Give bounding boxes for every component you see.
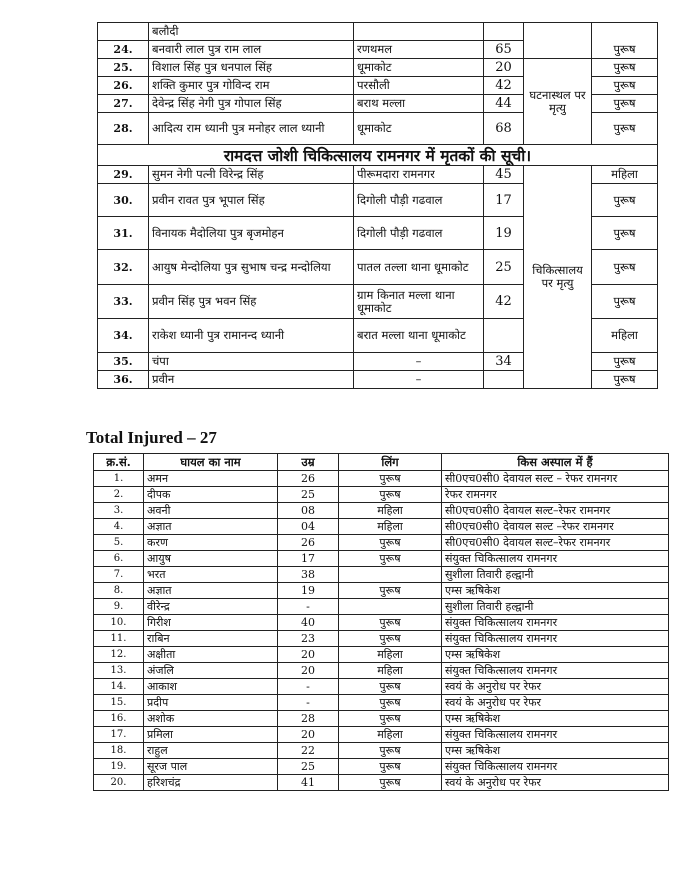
hospital-cell: सी0एच0सी0 देवायल सल्ट–रेफर रामनगर	[442, 535, 669, 551]
deceased-name: देवेन्द्र सिंह नेगी पुत्र गोपाल सिंह	[149, 95, 354, 113]
injured-name: प्रमिला	[144, 727, 278, 743]
age-cell: 65	[484, 41, 524, 59]
row-number: 28.	[98, 113, 149, 145]
gender-cell: पुरूष	[339, 759, 442, 775]
table-row	[94, 663, 669, 679]
hospital-cell: एम्स ऋषिकेश	[442, 711, 669, 727]
gender-cell: पुरूष	[592, 41, 658, 59]
row-number: 11.	[94, 631, 144, 647]
table-row	[98, 166, 658, 184]
injured-name: अंजलि	[144, 663, 278, 679]
gender-cell: पुरूष	[339, 535, 442, 551]
injured-name: भरत	[144, 567, 278, 583]
deceased-name: प्रवीन रावत पुत्र भूपाल सिंह	[149, 184, 354, 217]
row-number: 15.	[94, 695, 144, 711]
table-row	[94, 519, 669, 535]
hospital-list-heading: रामदत्त जोशी चिकित्सालय रामनगर में मृतकों की सूची।	[98, 145, 658, 166]
table-row	[94, 679, 669, 695]
table-row	[94, 615, 669, 631]
age-cell: 42	[484, 77, 524, 95]
gender-cell: पुरूष	[339, 615, 442, 631]
header-hospital: किस अस्पाल में हैं	[442, 454, 669, 471]
injured-name: हरिशचंद्र	[144, 775, 278, 791]
row-number: 16.	[94, 711, 144, 727]
age-cell: 26	[278, 535, 339, 551]
row-number: 14.	[94, 679, 144, 695]
table-row	[94, 471, 669, 487]
age-cell: 26	[278, 471, 339, 487]
place-cell: –	[354, 353, 484, 371]
hospital-cell: एम्स ऋषिकेश	[442, 647, 669, 663]
age-cell	[484, 319, 524, 353]
age-cell: 28	[278, 711, 339, 727]
gender-cell: पुरूष	[339, 711, 442, 727]
row-number: 4.	[94, 519, 144, 535]
table-row	[94, 695, 669, 711]
table-row	[94, 535, 669, 551]
age-cell: 19	[278, 583, 339, 599]
gender-cell: महिला	[339, 647, 442, 663]
gender-cell: पुरूष	[592, 184, 658, 217]
injured-name: गिरीश	[144, 615, 278, 631]
injured-name: आकाश	[144, 679, 278, 695]
gender-cell: महिला	[339, 727, 442, 743]
hospital-cell: संयुक्त चिकित्सालय रामनगर	[442, 615, 669, 631]
gender-cell: पुरूष	[339, 775, 442, 791]
age-cell: 45	[484, 166, 524, 184]
table-row	[98, 23, 658, 41]
hospital-cell: स्वयं के अनुरोध पर रेफर	[442, 679, 669, 695]
deceased-name: आदित्य राम ध्यानी पुत्र मनोहर लाल ध्यानी	[149, 113, 354, 145]
deceased-name: बनवारी लाल पुत्र राम लाल	[149, 41, 354, 59]
place-cell: पातल तल्ला थाना धूमाकोट	[354, 250, 484, 285]
gender-cell: महिला	[339, 663, 442, 679]
injured-header-row	[94, 454, 669, 471]
table-row	[94, 567, 669, 583]
gender-cell: पुरूष	[339, 631, 442, 647]
place-cell: ग्राम किनात मल्ला थाना धूमाकोट	[354, 285, 484, 319]
age-cell	[484, 371, 524, 389]
injured-name: वीरेन्द्र	[144, 599, 278, 615]
hospital-cell: सी0एच0सी0 देवायल सल्ट–रेफर रामनगर	[442, 503, 669, 519]
gender-cell: पुरूष	[339, 583, 442, 599]
hospital-cell: सी0एच0सी0 देवायल सल्ट –रेफर रामनगर	[442, 519, 669, 535]
hospital-cell: एम्स ऋषिकेश	[442, 743, 669, 759]
hospital-cell: संयुक्त चिकित्सालय रामनगर	[442, 551, 669, 567]
age-cell: 20	[484, 59, 524, 77]
place-cell: –	[354, 371, 484, 389]
gender-cell: पुरूष	[339, 487, 442, 503]
table-row	[94, 727, 669, 743]
row-number: 26.	[98, 77, 149, 95]
place-cell: धूमाकोट	[354, 113, 484, 145]
header-serial: क्र.सं.	[94, 454, 144, 471]
age-cell: 25	[484, 250, 524, 285]
deceased-name: आयुष मेन्दोलिया पुत्र सुभाष चन्द्र मन्दोलिया	[149, 250, 354, 285]
row-number: 18.	[94, 743, 144, 759]
age-cell: 68	[484, 113, 524, 145]
age-cell: 40	[278, 615, 339, 631]
age-cell	[484, 23, 524, 41]
row-number: 9.	[94, 599, 144, 615]
table-row	[94, 775, 669, 791]
gender-cell: पुरूष	[592, 371, 658, 389]
age-cell: 25	[278, 487, 339, 503]
table-row	[94, 551, 669, 567]
hospital-cell: संयुक्त चिकित्सालय रामनगर	[442, 631, 669, 647]
row-number: 33.	[98, 285, 149, 319]
place-cell: धूमाकोट	[354, 59, 484, 77]
row-number: 7.	[94, 567, 144, 583]
table-row	[94, 503, 669, 519]
injured-name: दीपक	[144, 487, 278, 503]
gender-cell: पुरूष	[339, 471, 442, 487]
table-row	[94, 583, 669, 599]
injured-name: राबिन	[144, 631, 278, 647]
age-cell: 42	[484, 285, 524, 319]
table-row	[94, 743, 669, 759]
age-cell: 34	[484, 353, 524, 371]
age-cell: 17	[484, 184, 524, 217]
age-cell: 17	[278, 551, 339, 567]
deceased-name: प्रवीन सिंह पुत्र भवन सिंह	[149, 285, 354, 319]
age-cell: 20	[278, 663, 339, 679]
row-number: 25.	[98, 59, 149, 77]
hospital-cell: स्वयं के अनुरोध पर रेफर	[442, 775, 669, 791]
location-cell: चिकित्सालय पर मृत्यु	[524, 166, 592, 389]
injured-table	[93, 453, 669, 791]
hospital-cell: संयुक्त चिकित्सालय रामनगर	[442, 663, 669, 679]
gender-cell: पुरूष	[592, 113, 658, 145]
age-cell: 23	[278, 631, 339, 647]
deceased-table	[97, 22, 658, 389]
injured-name: अशोक	[144, 711, 278, 727]
gender-cell	[339, 567, 442, 583]
location-cell	[524, 41, 592, 59]
table-row	[98, 145, 658, 166]
age-cell: -	[278, 679, 339, 695]
hospital-cell: सुशीला तिवारी हल्द्वानी	[442, 599, 669, 615]
deceased-name: विशाल सिंह पुत्र धनपाल सिंह	[149, 59, 354, 77]
place-cell: रणथमल	[354, 41, 484, 59]
name-fragment: बलौदी	[149, 23, 354, 41]
row-number: 20.	[94, 775, 144, 791]
place-cell: परसौली	[354, 77, 484, 95]
table-row	[94, 647, 669, 663]
location-cell	[524, 23, 592, 41]
row-number: 32.	[98, 250, 149, 285]
injured-table-body	[94, 471, 669, 791]
gender-cell: पुरूष	[339, 551, 442, 567]
place-cell: दिगोली पौड़ी गढवाल	[354, 184, 484, 217]
deceased-name: विनायक मैदोलिया पुत्र बृजमोहन	[149, 217, 354, 250]
injured-name: अज्ञात	[144, 519, 278, 535]
age-cell: 41	[278, 775, 339, 791]
injured-name: राहुल	[144, 743, 278, 759]
gender-cell: पुरूष	[339, 743, 442, 759]
age-cell: -	[278, 599, 339, 615]
gender-cell: पुरूष	[592, 59, 658, 77]
age-cell: 22	[278, 743, 339, 759]
age-cell: -	[278, 695, 339, 711]
row-number: 35.	[98, 353, 149, 371]
injured-name: अवनी	[144, 503, 278, 519]
deceased-name: राकेश ध्यानी पुत्र रामानन्द ध्यानी	[149, 319, 354, 353]
hospital-cell: सी0एच0सी0 देवायल सल्ट – रेफर रामनगर	[442, 471, 669, 487]
gender-cell: पुरूष	[592, 353, 658, 371]
gender-cell: पुरूष	[592, 250, 658, 285]
age-cell: 20	[278, 647, 339, 663]
row-number: 3.	[94, 503, 144, 519]
row-number: 10.	[94, 615, 144, 631]
row-number: 1.	[94, 471, 144, 487]
table-row	[98, 59, 658, 77]
deceased-name: सुमन नेगी पत्नी विरेन्द्र सिंह	[149, 166, 354, 184]
injured-name: अमन	[144, 471, 278, 487]
row-number: 12.	[94, 647, 144, 663]
hospital-cell: एम्स ऋषिकेश	[442, 583, 669, 599]
row-number: 27.	[98, 95, 149, 113]
place-cell	[354, 23, 484, 41]
place-cell: पीरूमदारा रामनगर	[354, 166, 484, 184]
row-number: 36.	[98, 371, 149, 389]
row-number: 19.	[94, 759, 144, 775]
gender-cell: पुरूष	[592, 77, 658, 95]
location-cell: घटनास्थल पर मृत्यु	[524, 59, 592, 145]
age-cell: 20	[278, 727, 339, 743]
gender-cell: महिला	[339, 519, 442, 535]
row-number: 5.	[94, 535, 144, 551]
row-number: 24.	[98, 41, 149, 59]
gender-cell: पुरूष	[592, 217, 658, 250]
deceased-name: प्रवीन	[149, 371, 354, 389]
table-row	[94, 631, 669, 647]
age-cell: 25	[278, 759, 339, 775]
row-number: 29.	[98, 166, 149, 184]
injured-title: Total Injured – 27	[86, 428, 217, 447]
age-cell: 44	[484, 95, 524, 113]
row-number: 17.	[94, 727, 144, 743]
row-number: 13.	[94, 663, 144, 679]
table-row	[94, 487, 669, 503]
row-number	[98, 23, 149, 41]
hospital-cell: संयुक्त चिकित्सालय रामनगर	[442, 759, 669, 775]
age-cell: 08	[278, 503, 339, 519]
hospital-cell: स्वयं के अनुरोध पर रेफर	[442, 695, 669, 711]
place-cell: बरात मल्ला थाना धूमाकोट	[354, 319, 484, 353]
gender-cell: महिला	[592, 166, 658, 184]
table-row	[98, 41, 658, 59]
deceased-name: चंपा	[149, 353, 354, 371]
gender-cell: महिला	[592, 319, 658, 353]
row-number: 31.	[98, 217, 149, 250]
header-name: घायल का नाम	[144, 454, 278, 471]
deceased-table-body	[98, 23, 658, 389]
hospital-cell: रेफर रामनगर	[442, 487, 669, 503]
age-cell: 04	[278, 519, 339, 535]
gender-cell: पुरूष	[592, 285, 658, 319]
header-gender: लिंग	[339, 454, 442, 471]
place-cell: दिगोली पौड़ी गढवाल	[354, 217, 484, 250]
injured-name: अज्ञात	[144, 583, 278, 599]
gender-cell	[339, 599, 442, 615]
gender-cell	[592, 23, 658, 41]
hospital-cell: संयुक्त चिकित्सालय रामनगर	[442, 727, 669, 743]
injured-name: सूरज पाल	[144, 759, 278, 775]
deceased-name: शक्ति कुमार पुत्र गोविन्द राम	[149, 77, 354, 95]
row-number: 8.	[94, 583, 144, 599]
row-number: 34.	[98, 319, 149, 353]
injured-name: प्रदीप	[144, 695, 278, 711]
table-row	[94, 759, 669, 775]
injured-name: अक्षीता	[144, 647, 278, 663]
table-row	[94, 599, 669, 615]
injured-name: करण	[144, 535, 278, 551]
gender-cell: पुरूष	[339, 679, 442, 695]
row-number: 2.	[94, 487, 144, 503]
table-row	[94, 711, 669, 727]
row-number: 30.	[98, 184, 149, 217]
age-cell: 19	[484, 217, 524, 250]
gender-cell: महिला	[339, 503, 442, 519]
hospital-cell: सुशीला तिवारी हल्द्वानी	[442, 567, 669, 583]
gender-cell: पुरूष	[339, 695, 442, 711]
header-age: उम्र	[278, 454, 339, 471]
gender-cell: पुरूष	[592, 95, 658, 113]
injured-name: आयुष	[144, 551, 278, 567]
age-cell: 38	[278, 567, 339, 583]
row-number: 6.	[94, 551, 144, 567]
place-cell: बराथ मल्ला	[354, 95, 484, 113]
